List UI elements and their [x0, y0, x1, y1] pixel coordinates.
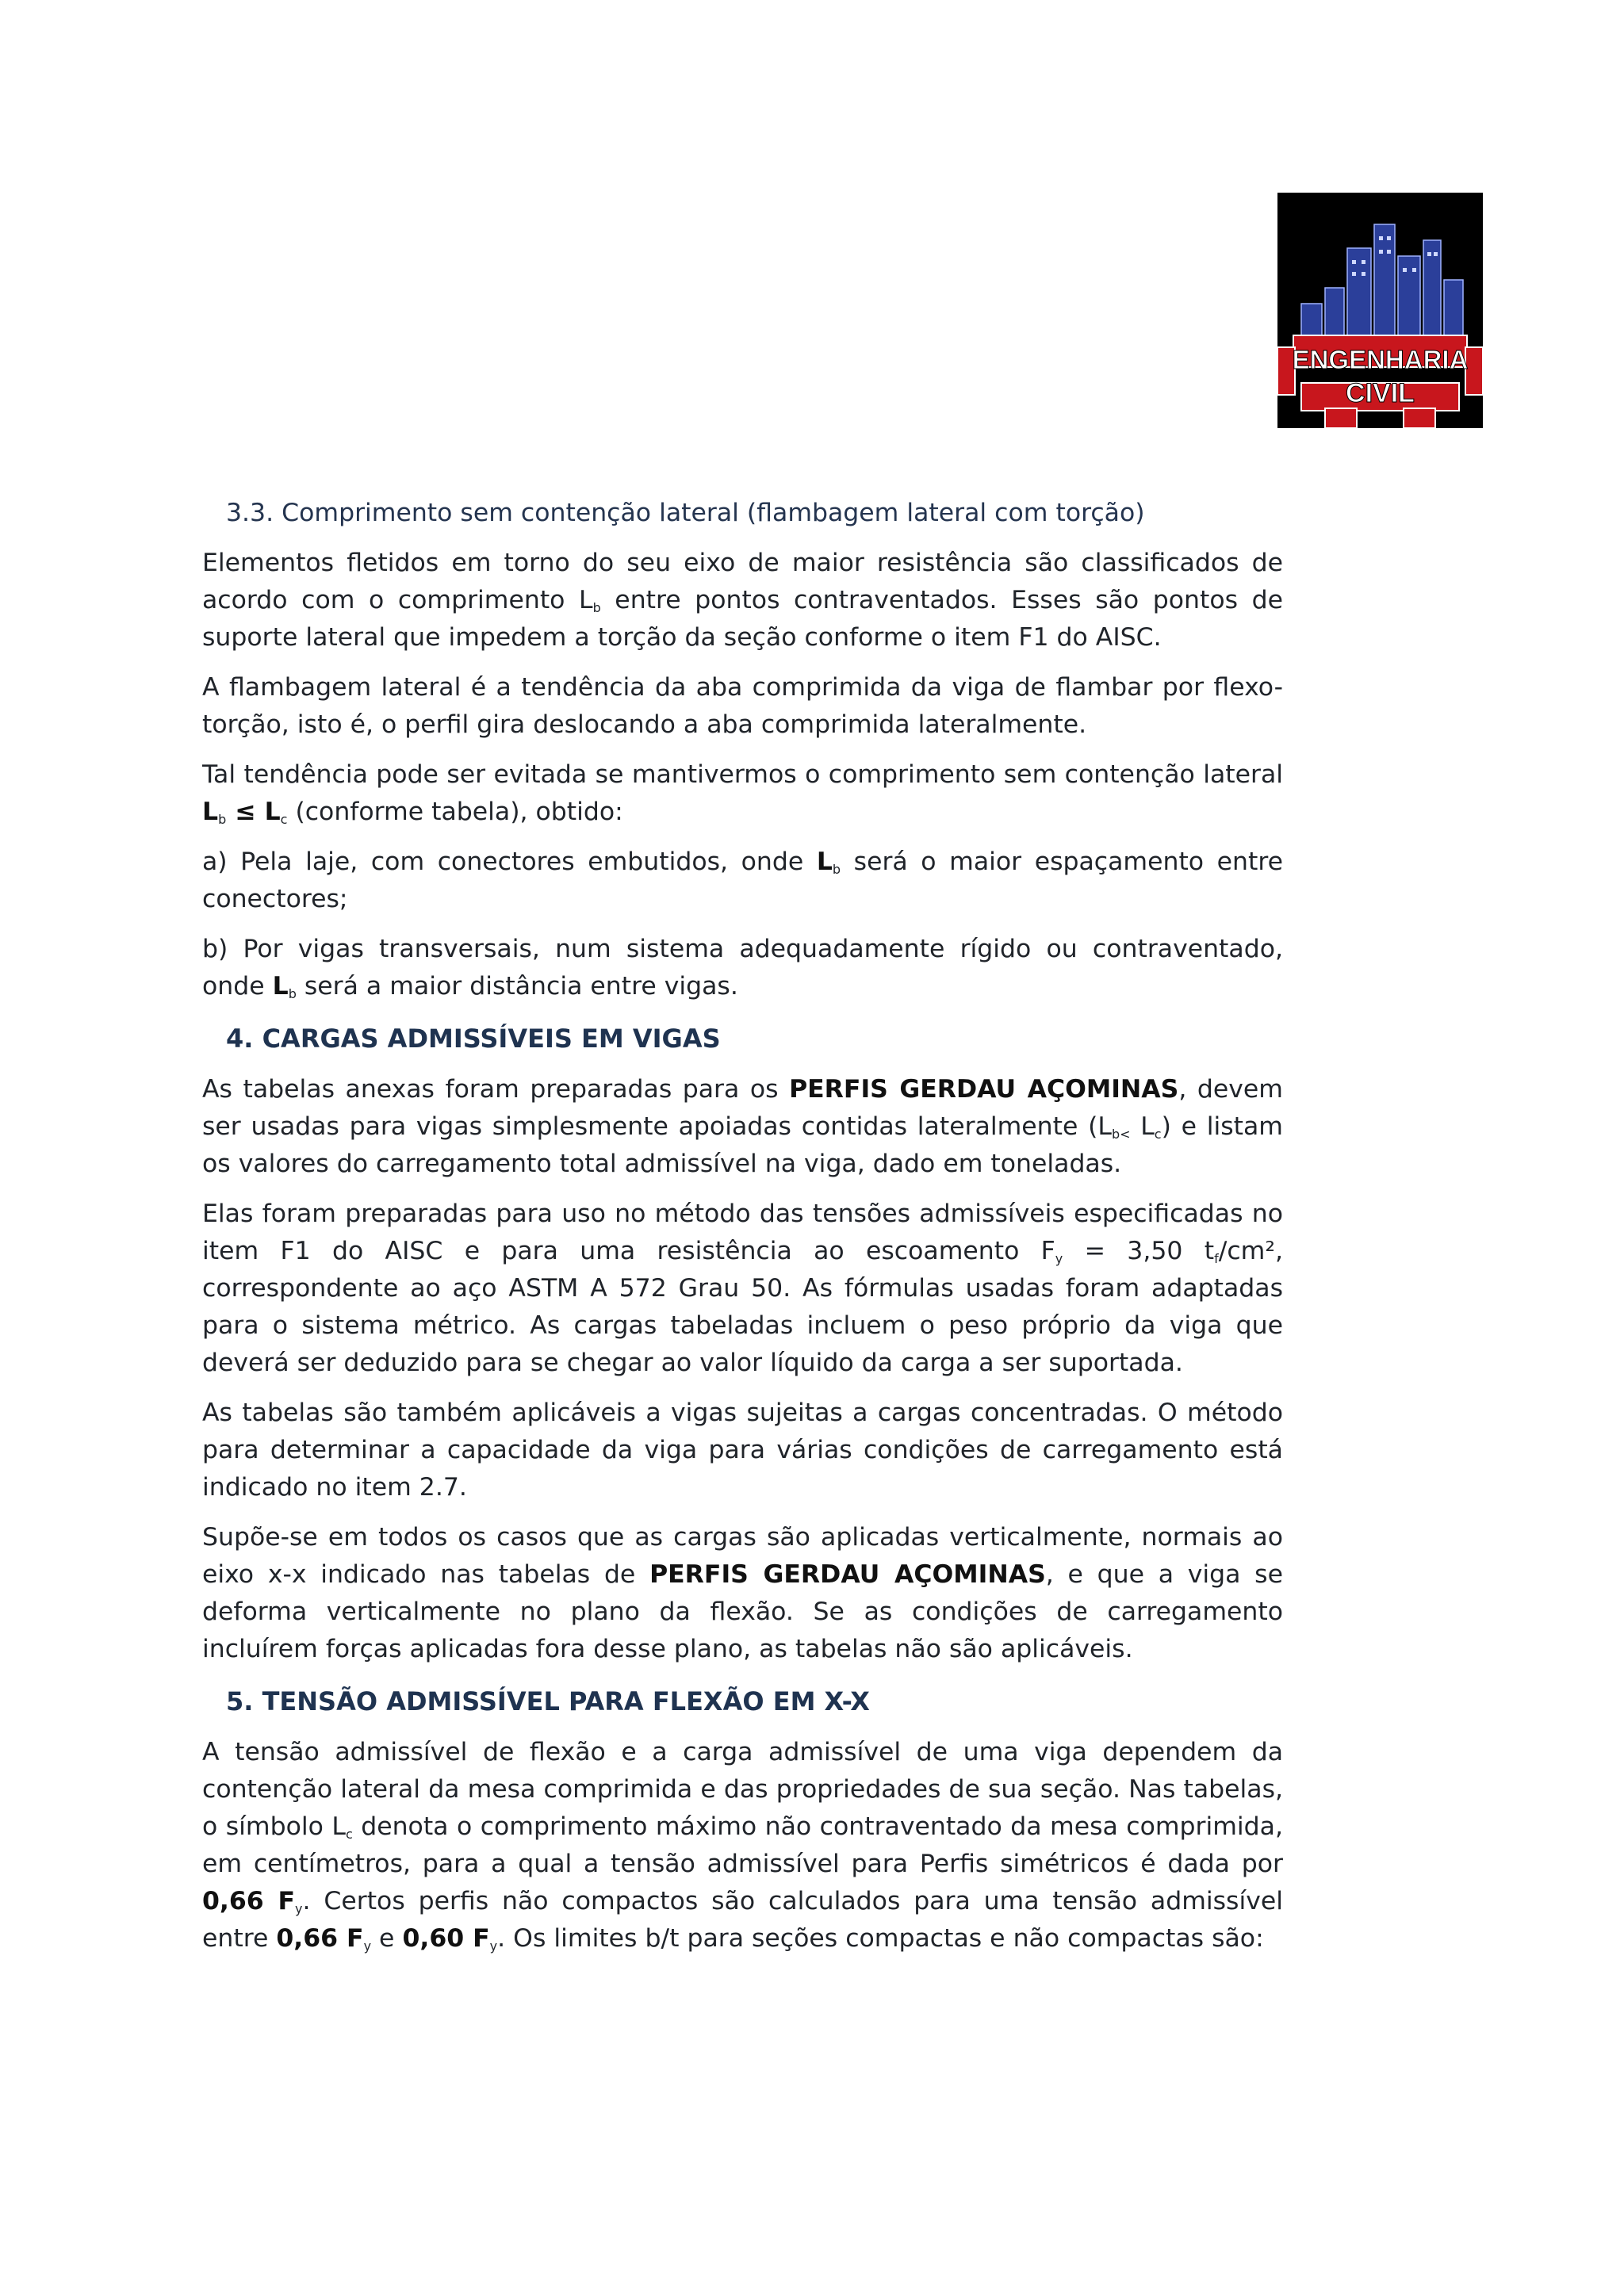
s33-paragraph-3: Tal tendência pode ser evitada se mantivermos o comprimento sem contenção lateral $L_b \le L_c$ (conforme tabela), obtido: — [202, 760, 1283, 828]
s4-paragraph-1: As tabelas anexas foram preparadas para os PERFIS GERDAU AÇOMINAS, devem ser usadas para vigas simplesmente apoiadas contidas lateralmente ($L_{b<}$ $L_c$) e listam os valores do carregamento total admissível na viga, dado em toneladas. — [202, 1074, 1283, 1178]
logo-line1: ENGENHARIA — [1292, 345, 1469, 374]
logo-line2: CIVIL — [1346, 378, 1415, 408]
s33-paragraph-1: Elementos fletidos em torno do seu eixo de maior resistência são classificados de acordo com o comprimento $L_b$ entre pontos contraventados. Esses são pontos de suporte lateral que impedem a torção da seção conforme o item F1 do AISC. — [202, 549, 1283, 652]
s33-paragraph-5: b) Por vigas transversais, num sistema adequadamente rígido ou contraventado, onde $L_b$ será a maior distância entre vigas. — [202, 935, 1283, 1002]
s4-paragraph-2: Elas foram preparadas para uso no método das tensões admissíveis especificadas no item F1 do AISC e para uma resistência ao escoamento $F_y = 3,50$ $t_f$/cm², correspondente ao aço ASTM A 572 Grau 50. As fórmulas usadas foram adaptadas para o sistema métrico. As cargas tabeladas incluem o peso próprio da viga que deverá ser deduzido para se chegar ao valor líquido da carga a ser suportada. — [202, 1199, 1284, 1377]
s33-paragraph-4: a) Pela laje, com conectores embutidos, onde $L_b$ será o maior espaçamento entre conectores; — [202, 848, 1283, 914]
section-4-heading: 4. CARGAS ADMISSÍVEIS EM VIGAS — [226, 1024, 721, 1054]
section-3-3-heading: 3.3. Comprimento sem contenção lateral (flambagem lateral com torção) — [226, 499, 1145, 527]
s33-paragraph-2: A flambagem lateral é a tendência da aba comprimida da viga de flambar por flexo-torção, isto é, o perfil gira deslocando a aba comprimida lateralmente. — [202, 673, 1283, 740]
document-body — [202, 496, 1283, 1970]
engenharia-civil-logo — [1277, 193, 1483, 428]
section-5-heading: 5. TENSÃO ADMISSÍVEL PARA FLEXÃO EM X-X — [226, 1686, 870, 1716]
s5-paragraph-1: A tensão admissível de flexão e a carga admissível de uma viga dependem da contenção lateral da mesa comprimida e das propriedades de sua seção. Nas tabelas, o símbolo $L_c$ denota o comprimento máximo não contraventado da mesa comprimida, em centímetros, para a qual a tensão admissível para Perfis simétricos é dada por 0,66 $F_y$. Certos perfis não compactos são calculados para uma tensão admissível entre 0,66 $F_y$ e 0,60 $F_y$. Os limites b/t para seções compactas e não compactas são: — [202, 1737, 1283, 1954]
s4-paragraph-4: Supõe-se em todos os casos que as cargas são aplicadas verticalmente, normais ao eixo x-x indicado nas tabelas de PERFIS GERDAU AÇOMINAS, e que a viga se deforma verticalmente no plano da flexão. Se as condições de carregamento incluírem forças aplicadas fora desse plano, as tabelas não são aplicáveis. — [202, 1522, 1283, 1663]
s4-paragraph-3: As tabelas são também aplicáveis a vigas sujeitas a cargas concentradas. O método para determinar a capacidade da viga para várias condições de carregamento está indicado no item 2.7. — [202, 1398, 1283, 1502]
